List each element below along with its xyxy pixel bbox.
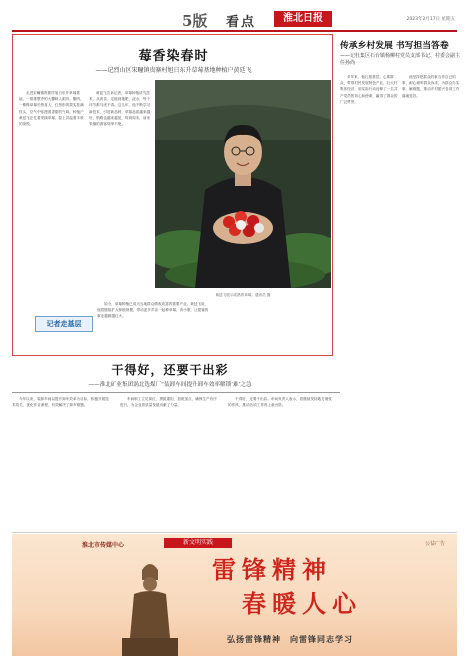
section-title: 看点 [226,15,257,30]
article-column: 车间职工立足岗位，勇挑重担，加班加点，确保生产有序进行，为企业高质量发展贡献了力量。 [120,397,217,408]
main-article-title[interactable]: 莓香染春时 [138,49,209,64]
second-article-subtitle: ——淮北矿业集团涡北选煤厂“装卸车间提升卸车效率解锁‘难’之急 [88,382,252,388]
public-service-ad[interactable] [12,534,457,656]
section-divider [12,392,340,393]
ad-watermark: 公益广告 [424,541,445,547]
second-article-title[interactable]: 干得好，还要干出彩 [111,363,229,377]
statue-icon [112,558,188,656]
article-column: 今年以来，装卸车间以提升卸车效率为目标，积极开展技术攻关，优化作业流程，有效解决了卸车难题。 [12,397,109,408]
header-divider [12,30,457,32]
page-header [12,8,457,30]
side-article-subtitle: ——记杜集区石台镇杨柳村党员支部书记、村委会副主任孙尚 [340,53,461,66]
ad-headline-2: 春暖人心 [242,589,362,618]
newspaper-logo: 淮北日报 [274,11,332,27]
main-article-subtitle: ——记烈山区宋疃镇贵寨村旭日东升草莓基地种植户黄廷飞 [95,67,252,74]
ad-divider [12,532,457,533]
reporter-badge: 记者走基层 [35,316,93,332]
ad-slogan: 弘扬雷锋精神 向雷锋同志学习 [227,635,353,644]
article-column: 干得好，还要干出彩。车间负责人表示，将继续发扬敢打硬仗的作风，推动各项工作再上新台阶。 [228,397,333,408]
side-article-title[interactable]: 传承乡村发展 书写担当答卷 [340,41,449,51]
article-column: 如今，草莓种植已成为当地群众增收致富的重要产业。黄廷飞说，他将继续扩大种植规模，带动更多乡亲一起种草莓、奔小康，让甜蜜的事业越做越红火。 [97,302,209,319]
issue-date: 2023年2月17日 星期五 [406,17,455,22]
article-column: 走进宋疃镇贵寨村旭日东升草莓基地，一排排整齐的大棚映入眼帘。棚内，一株株草莓长势喜人，红彤彤的果实挂满枝头，空气中弥漫着香甜的气味。种植户黄廷飞正忙着采摘草莓，脸上洋溢着丰收的喜悦。 [19,91,84,127]
ad-headline-1: 雷锋精神 [212,555,332,584]
photo-illustration [155,80,331,288]
side-article-column: 他坚持把群众的事当作自己的事，耐心倾听群众诉求，为群众办实事、解难题，推动乡村振兴各项工作落地见效。 [402,75,460,98]
ad-tag: 新文明实践 [164,538,232,548]
ad-organization: 淮北市传媒中心 [82,542,125,549]
photo-caption: 黄廷飞展示成熟的草莓。通讯员 摄 [215,293,271,297]
farmer-strawberry-photo[interactable] [155,80,331,288]
side-article-column: 多年来，他扎根基层，心系群众，带领村民发展特色产业，壮大村集体经济，用实际行动诠释了一名共产党员的初心和使命，赢得了群众的广泛赞誉。 [340,75,398,104]
main-article [12,34,333,356]
page-number: 5版 [182,12,208,30]
article-column: 黄廷飞告诉记者，草莓种植讲究技术，从育苗、定植到施肥、浇水，每个环节都马虎不得。这几年，他不断学习新技术，引进新品种，草莓品质越来越好，销路也越来越宽，每到周末，前来采摘的游客络绎不绝。 [89,91,151,127]
